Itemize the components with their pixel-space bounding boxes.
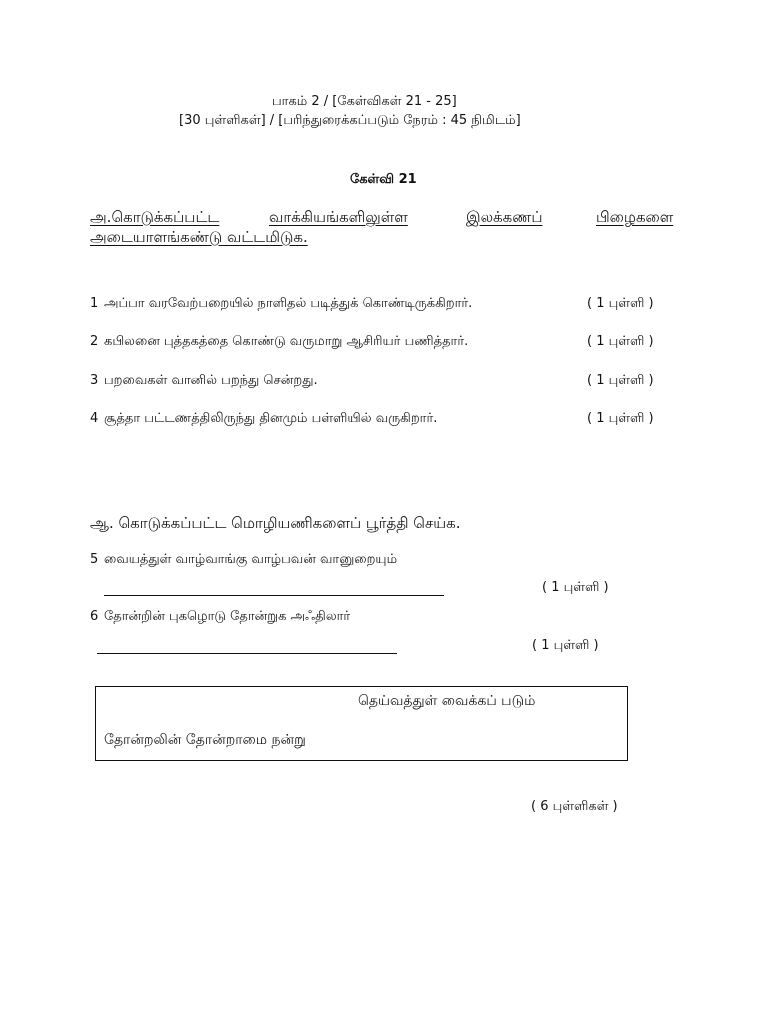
item-number: 2 [90,334,99,349]
item-sentence: கபிலனை புத்தகத்தை கொண்டு வருமாறு ஆசிரியர் பணித்தார். [104,334,469,349]
item-number: 1 [90,296,99,311]
section-a-instruction-line-2: அடையாளங்கண்டு வட்டமிடுக. [90,228,308,246]
item-sentence: அப்பா வரவேற்பறையில் நாளிதல் படித்துக் கொண்டிருக்கிறார். [104,296,473,311]
item-number: 3 [90,373,99,388]
item-sentence: தோன்றின் புகழொடு தோன்றுக அஃதிலார் [104,609,351,624]
section-b-instruction: ஆ. கொடுக்கப்பட்ட மொழியணிகளைப் பூர்த்தி செய்க. [90,514,461,532]
item-marks: ( 1 புள்ளி ) [587,373,654,388]
section-a-instruction-word-1: அ.கொடுக்கப்பட்ட [90,208,220,226]
item-number: 5 [90,552,99,567]
section-a-instruction-word-2: வாக்கியங்களிலுள்ள [269,208,408,226]
total-marks: ( 6 புள்ளிகள் ) [531,799,618,814]
item-sentence: சூத்தா பட்டணத்திலிருந்து தினமும் பள்ளியில் வருகிறார். [104,411,438,426]
section-a-instruction-word-4: பிழைகளை [596,208,674,226]
item-number: 6 [90,609,99,624]
part-heading: பாகம் 2 / [கேள்விகள் 21 - 25] [272,94,457,109]
marks-and-time: [30 புள்ளிகள்] / [பரிந்துரைக்கப்படும் நேரம் : 45 நிமிடம்] [179,113,521,128]
word-box-line-2: தோன்றலின் தோன்றாமை நன்று [104,732,306,748]
item-number: 4 [90,411,99,426]
word-box-line-1: தெய்வத்துள் வைக்கப் படும் [358,693,536,709]
question-title: கேள்வி 21 [350,172,417,187]
item-sentence: வையத்துள் வாழ்வாங்கு வாழ்பவன் வானுறையும் [104,552,398,567]
item-marks: ( 1 புள்ளி ) [587,296,654,311]
answer-line[interactable] [104,595,444,596]
item-sentence: பறவைகள் வானில் பறந்து சென்றது. [104,373,318,388]
answer-line[interactable] [97,653,397,654]
item-marks: ( 1 புள்ளி ) [532,638,599,653]
item-marks: ( 1 புள்ளி ) [542,580,609,595]
item-marks: ( 1 புள்ளி ) [587,334,654,349]
item-marks: ( 1 புள்ளி ) [587,411,654,426]
section-a-instruction-word-3: இலக்கணப் [466,208,543,226]
